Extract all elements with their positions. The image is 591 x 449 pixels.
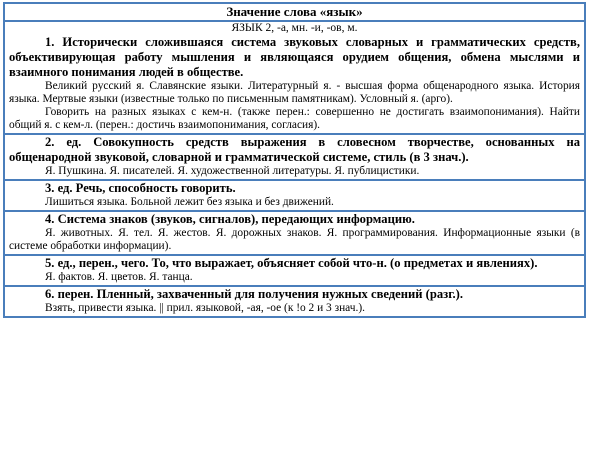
table-title: Значение слова «язык»: [226, 4, 363, 19]
sense-2-definition: 2. ед. Совокупность средств выражения в словесном творчестве, основанных на общенародной звуковой, словарной и грамматической системе, стиль (в 3 знач.).: [9, 135, 580, 164]
sense-1-definition: 1. Исторически сложившаяся система звуковых словарных и грамматических средств, объективирующая работу мышления и являющаяся орудием общения, обмена мыслями и взаимного понимания людей в обществе.: [9, 35, 580, 79]
sense-3: [5, 179, 584, 210]
sense-4-example: Я. животных. Я. тел. Я. жестов. Я. дорожных знаков. Я. программирования. Информационные языки (в системе обработки информации).: [9, 227, 580, 252]
sense-6-definition: 6. перен. Пленный, захваченный для получения нужных сведений (разг.).: [45, 287, 464, 301]
sense-5-definition: 5. ед., перен., чего. То, что выражает, объясняет собой что-н. (о предметах и явлениях).: [45, 256, 538, 270]
sense-2: [5, 133, 584, 179]
definition-table: [3, 2, 586, 318]
sense-1: [5, 20, 584, 133]
sense-1-example-2: Говорить на разных языках с кем-н. (также перен.: совершенно не достигать взаимопонимания). Найти общий я. с кем-л. (перен.: достичь взаимопонимания, согласия).: [9, 106, 580, 131]
headword: ЯЗЫК 2, -а, мн. -и, -ов, м.: [231, 22, 358, 34]
sense-2-example: Я. Пушкина. Я. писателей. Я. художественной литературы. Я. публицистики.: [45, 165, 420, 177]
sense-4-definition: 4. Система знаков (звуков, сигналов), передающих информацию.: [45, 212, 415, 226]
sense-3-example: Лишиться языка. Больной лежит без языка и без движений.: [45, 196, 334, 208]
sense-5-example: Я. фактов. Я. цветов. Я. танца.: [45, 271, 193, 283]
sense-5: [5, 254, 584, 285]
sense-6: [5, 285, 584, 316]
sense-6-example: Взять, привести языка. || прил. языковой, -ая, -ое (к !о 2 и 3 знач.).: [45, 302, 365, 314]
sense-4: [5, 210, 584, 254]
sense-3-definition: 3. ед. Речь, способность говорить.: [45, 181, 236, 195]
sense-1-example-1: Великий русский я. Славянские языки. Литературный я. - высшая форма общенародного языка. История языка. Мертвые языки (известные только по письменным памятникам). Условный я. (арго).: [9, 80, 580, 105]
